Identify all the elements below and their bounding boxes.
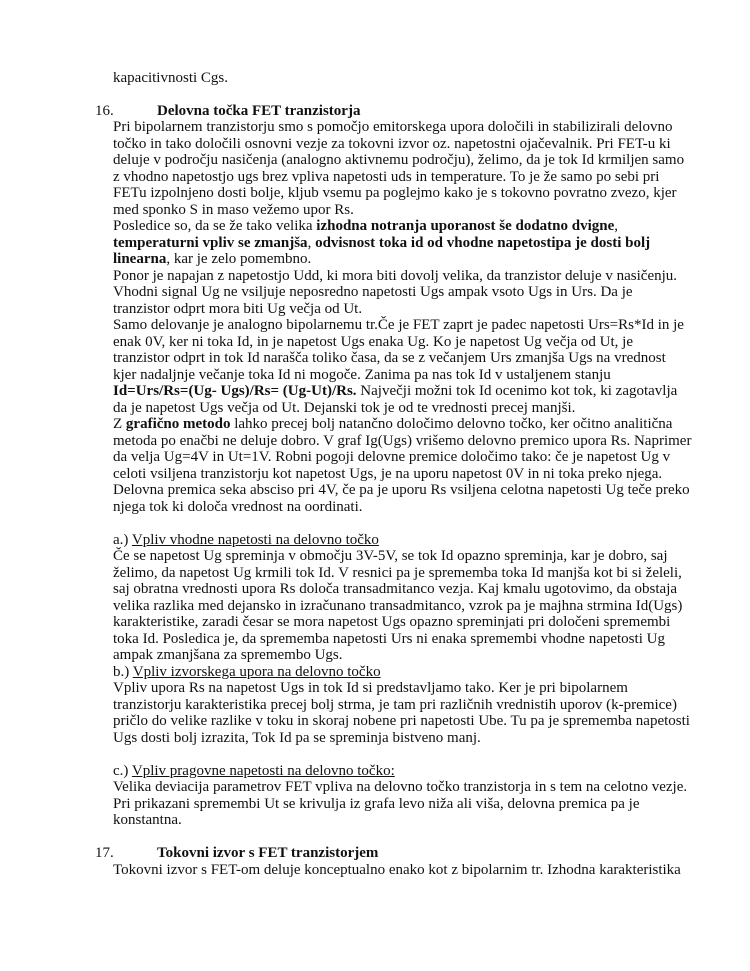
- blank-line: [0, 746, 750, 763]
- text-line: [0, 251, 750, 268]
- text-line: [0, 779, 750, 796]
- text-run: FETu izpolnjeno dosti bolje, kljub vsemu pa poglejmo kako je s tokovno povratno zvezo, kjer: [113, 185, 677, 201]
- text-line: [0, 548, 750, 565]
- text-line: [0, 598, 750, 615]
- text-line: [0, 334, 750, 351]
- text-run: Ugs dosti bolj izrazita, Tok Id pa se spreminja bistveno manj.: [113, 729, 481, 746]
- bold-text: grafično metodo: [125, 416, 231, 432]
- text-run: želimo, da napetost Ug krmili tok Id. V resnici pa je sprememba toka Id manjša kot bi si želeli,: [113, 564, 682, 581]
- text-run: da velja Ug=4V in Ut=1V. Robni pogoji delovne premice določimo tako: če je napetost Ug v: [113, 449, 671, 465]
- text-line: [0, 202, 750, 219]
- text-run: , kar je zelo pomembno.: [166, 251, 312, 267]
- text-run: pričlo do velike razlike v toku in skoraj nobene pri napetosti Ube. Tu pa je sprememba napetosti: [113, 713, 690, 729]
- blank-line: [0, 86, 750, 103]
- text-run: tranzistor odprt in tok Id narašča toliko časa, da se z večanjem Urs zmanjša Ugs na vrednost: [113, 350, 666, 366]
- subsection-title: Vpliv izvorskega upora na delovno točko: [132, 663, 381, 680]
- text-line: [0, 185, 750, 202]
- text-run: Delovna premica seka absciso pri 4V, če pa je uporu Rs vsiljena celotna napetosti Ug teče preko: [113, 482, 690, 498]
- text-line: [0, 680, 750, 697]
- text-run: ampak zmanjšana za spremembo Ugs.: [113, 647, 343, 663]
- text-run: ,: [307, 234, 316, 251]
- text-line: [0, 383, 750, 400]
- text-line: [0, 796, 750, 813]
- text-run: Posledice so, da se že tako velika: [113, 218, 317, 234]
- text-run: enak 0V, ker ni toka Id, in je napetost Ugs enaka Ug. Ko je napetost Ug večja od Ut, je: [113, 333, 634, 350]
- text-line: [0, 136, 750, 153]
- text-line: [0, 565, 750, 582]
- text-line: [0, 763, 750, 780]
- text-run: med sponko S in maso vežemo upor Rs.: [113, 201, 354, 218]
- bold-text: temperaturni vpliv se zmanjša: [113, 234, 308, 251]
- text-run: c.): [113, 762, 132, 779]
- text-line: [0, 664, 750, 681]
- text-run: b.): [113, 663, 133, 680]
- text-line: [0, 812, 750, 829]
- bold-text: Id=Urs/Rs=(Ug- Ugs)/Rs= (Ug-Ut)/Rs.: [113, 383, 357, 399]
- text-line: [0, 647, 750, 664]
- text-line: [0, 350, 750, 367]
- text-line: [0, 449, 750, 466]
- section-heading: [0, 845, 750, 862]
- subsection-title: Vpliv pragovne napetosti na delovno točko:: [131, 762, 395, 779]
- text-line: [0, 317, 750, 334]
- text-run: tranzistorju karakteristika precej bolj strma, je tam pri različnih vrednistih uporov (k-premice): [113, 696, 677, 713]
- text-line: [0, 152, 750, 169]
- text-line: [0, 433, 750, 450]
- text-run: toka Id. Posledica je, da sprememba napetosti Urs ni enaka spremembi vhodne napetosti Ug: [113, 630, 665, 647]
- text-line: [0, 367, 750, 384]
- text-line: [0, 70, 750, 87]
- text-run: Tokovni izvor s FET-om deluje konceptualno enako kot z bipolarnim tr. Izhodna karakteristika: [113, 861, 681, 878]
- section-number: 16.: [95, 102, 114, 119]
- text-line: [0, 119, 750, 136]
- text-run: Če se napetost Ug spreminja v območju 3V-5V, se tok Id opazno spreminja, kar je dobro, saj: [113, 548, 668, 564]
- text-run: tranzistor odprt mora biti Ug večja od Ut.: [113, 300, 363, 317]
- text-line: [0, 169, 750, 186]
- section-title: Delovna točka FET tranzistorja: [157, 102, 361, 119]
- text-run: njega tok ki določa vrednost na oordinati.: [113, 498, 363, 515]
- text-line: [0, 301, 750, 318]
- text-run: Vhodni signal Ug ne vsiljuje neposredno napetosti Ugs ampak vsoto Ugs in Urs. Da je: [113, 284, 633, 300]
- text-run: Z: [113, 416, 126, 432]
- blank-line: [0, 515, 750, 532]
- text-line: [0, 730, 750, 747]
- text-line: [0, 581, 750, 598]
- text-run: kjer nadaljnje večanje toka Id ni mogoče. Zanima pa nas tok Id v ustaljenem stanju: [113, 366, 611, 383]
- text-run: točko in tako določili osnovni vezje za tokovni izvor oz. napetostni ojačevalnik. Pri FET-u ki: [113, 135, 671, 152]
- text-line: [0, 697, 750, 714]
- text-run: saj obratna vrednosti upora Rs določa transadmitanco vezja. Kaj kmalu ugotovimo, da obstaja: [113, 581, 678, 597]
- text-line: [0, 235, 750, 252]
- text-run: deluje v področju nasičenja (analogno aktivnemu področju), želimo, da je tok Id krmiljen samo: [113, 152, 685, 168]
- section-title: Tokovni izvor s FET tranzistorjem: [157, 845, 379, 861]
- text-run: a.): [113, 531, 132, 548]
- text-run: velika razlika med dejansko in izračunano transadmitanco, vzrok pa je majhna strmina Id(Ugs): [113, 597, 683, 614]
- text-line: [0, 400, 750, 417]
- text-run: konstantna.: [113, 812, 182, 828]
- text-line: [0, 284, 750, 301]
- document-page: [0, 70, 750, 879]
- text-run: celoti vsiljena tranzistorju kot napetost Ugs, je na uporu napetost 0V in ni toka preko njega.: [113, 465, 663, 482]
- subsection-title: Vpliv vhodne napetosti na delovno točko: [131, 531, 379, 548]
- text-run: da je napetost Ugs večja od Ut. Dejanski tok je od te vrednosti precej manjši.: [113, 399, 576, 416]
- text-run: Pri prikazani spremembi Ut se krivulja iz grafa levo niža ali viša, delovna premica pa je: [113, 795, 640, 812]
- text-run: kapacitivnosti Cgs.: [113, 69, 228, 86]
- text-line: [0, 416, 750, 433]
- text-run: Vpliv upora Rs na napetost Ugs in tok Id si predstavljamo tako. Ker je pri bipolarnem: [113, 680, 628, 696]
- text-line: [0, 532, 750, 549]
- text-run: ,: [614, 218, 619, 234]
- text-line: [0, 614, 750, 631]
- bold-text: izhodna notranja uporanost še dodatno dvigne: [316, 218, 615, 234]
- text-line: [0, 466, 750, 483]
- text-line: [0, 499, 750, 516]
- text-run: karakteristike, zaradi česar se mora napetost Ugs opazno spreminjati pri določeni spremembi: [113, 614, 671, 630]
- section-number: 17.: [95, 845, 114, 861]
- text-line: [0, 268, 750, 285]
- blank-line: [0, 829, 750, 846]
- text-run: lahko precej bolj natančno določimo delovno točko, ker očitno analitična: [230, 416, 673, 432]
- text-run: z vhodno napetostjo ugs brez vpliva napetosti uds in temperature. To je že samo po sebi pri: [113, 168, 660, 185]
- text-line: [0, 482, 750, 499]
- bold-text: odvisnost toka id od vhodne napetostipa je dosti bolj: [315, 234, 651, 251]
- bold-text: linearna: [113, 251, 167, 267]
- text-run: Največji možni tok Id ocenimo kot tok, ki zagotavlja: [356, 383, 678, 399]
- text-run: Pri bipolarnem tranzistorju smo s pomočjo emitorskega upora določili in stabilizirali delovno: [113, 119, 673, 135]
- text-line: [0, 713, 750, 730]
- text-run: Velika deviacija parametrov FET vpliva na delovno točko tranzistorja in s tem na celotno vezje.: [113, 779, 688, 795]
- section-heading: [0, 103, 750, 120]
- text-run: Ponor je napajan z napetostjo Udd, ki mora biti dovolj velika, da tranzistor deluje v nasičenju.: [113, 267, 678, 284]
- text-line: [0, 631, 750, 648]
- text-run: metoda po enačbi ne deluje dobro. V graf Ig(Ugs) vrišemo delovno premico upora Rs. Naprimer: [113, 432, 692, 449]
- text-line: [0, 218, 750, 235]
- text-run: Samo delovanje je analogno bipolarnemu tr.Če je FET zaprt je padec napetosti Urs=Rs*Id in je: [113, 317, 684, 333]
- text-line: [0, 862, 750, 879]
